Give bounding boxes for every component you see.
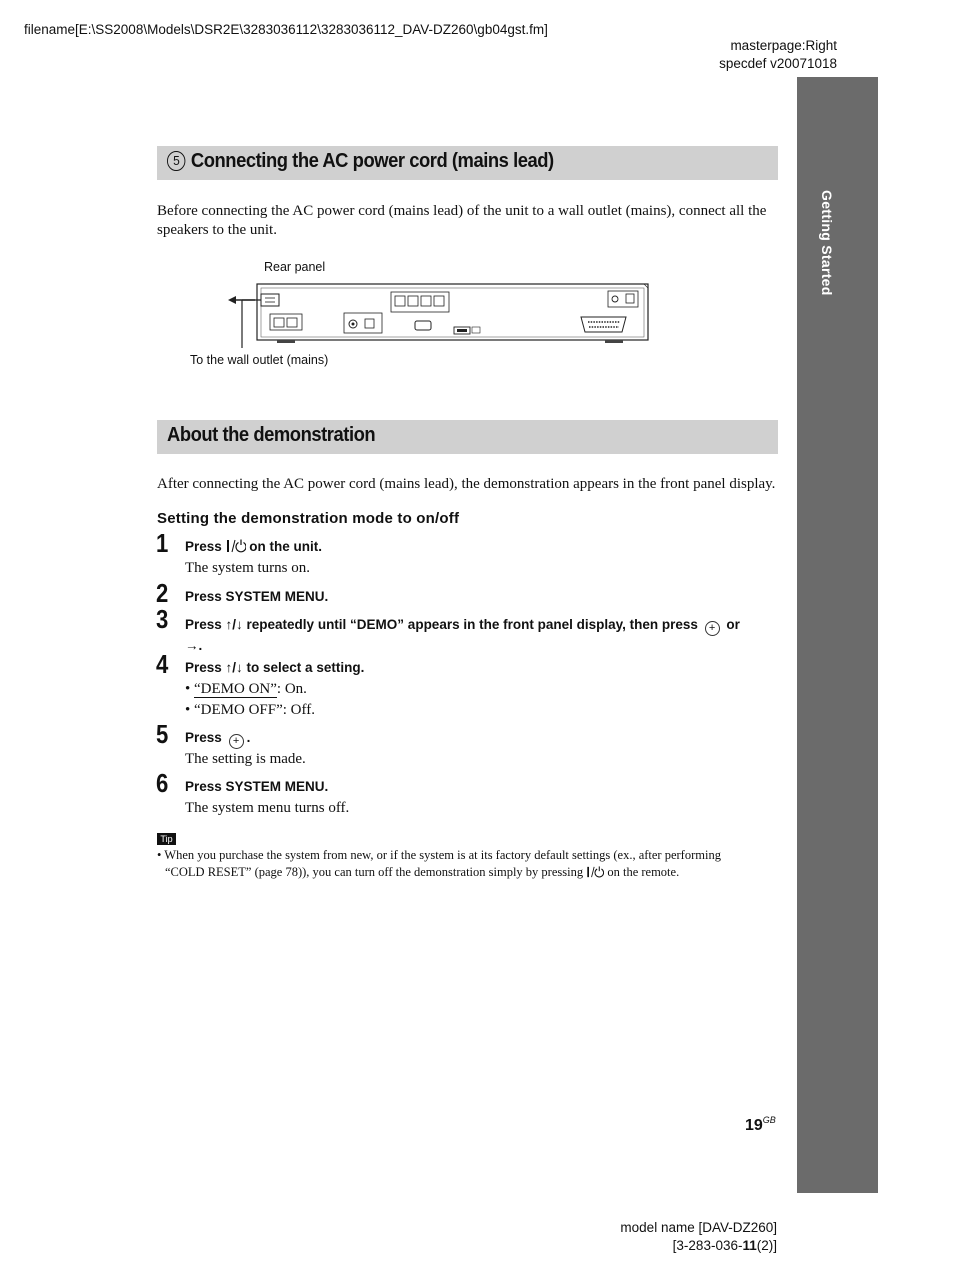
- list-item: • “DEMO ON”: On.: [185, 681, 307, 697]
- power-icon: [226, 539, 246, 556]
- enter-button-icon: +: [229, 734, 244, 749]
- list-item: • “DEMO OFF”: Off.: [185, 702, 315, 718]
- model-name: model name [DAV-DZ260]: [620, 1220, 777, 1235]
- part-number-prefix: [3-283-036-: [672, 1238, 743, 1253]
- step-number: 3: [156, 604, 168, 634]
- side-tab: [797, 77, 878, 1193]
- part-number-suffix: (2)]: [756, 1238, 777, 1253]
- step-number: 2: [156, 578, 168, 608]
- step-title-text: Press: [185, 539, 226, 554]
- masterpage-header: [719, 37, 837, 73]
- filename-header: filename[E:\SS2008\Models\DSR2E\3283036112\3283036112_DAV-DZ260\gb04gst.fm]: [24, 22, 548, 37]
- step-body: The system menu turns off.: [185, 800, 350, 816]
- model-name-footer: [620, 1219, 777, 1255]
- step-title: Press ↑/↓ to select a setting.: [185, 660, 365, 675]
- step-title-text: Press ↑/↓ repeatedly until “DEMO” appears in the front panel display, then press: [185, 617, 698, 632]
- section-intro-text: After connecting the AC power cord (mains lead), the demonstration appears in the front panel display.: [157, 476, 776, 492]
- step-title-text: .: [246, 730, 251, 745]
- step-body: The system turns on.: [185, 560, 310, 576]
- tip-badge: Tip: [157, 833, 176, 845]
- page-number-value: 19: [745, 1117, 763, 1134]
- step-title-text: →.: [185, 638, 203, 653]
- step-title-text: Press: [185, 730, 222, 745]
- step-number: 1: [156, 528, 168, 558]
- rear-panel-label: Rear panel: [264, 260, 326, 274]
- power-icon: [586, 866, 604, 883]
- wall-outlet-label: To the wall outlet (mains): [190, 353, 329, 367]
- subheading: Setting the demonstration mode to on/off: [157, 510, 460, 527]
- step-number: 6: [156, 768, 168, 798]
- setting-option: “DEMO ON”: [194, 681, 277, 697]
- step-title: [185, 539, 322, 556]
- tip-text: [157, 847, 787, 883]
- rear-panel-illustration: [225, 278, 655, 350]
- section-heading: [167, 150, 554, 173]
- tip-line-text: “COLD RESET” (page 78)), you can turn off the demonstration simply by pressing: [165, 865, 584, 879]
- masterpage-label: masterpage:Right: [730, 38, 837, 53]
- step-title: Press SYSTEM MENU.: [185, 589, 329, 604]
- tip-line: • When you purchase the system from new, or if the system is at its factory default settings (ex., after performing: [157, 848, 721, 862]
- page-number-suffix: GB: [762, 1115, 776, 1125]
- part-number: [620, 1237, 777, 1255]
- tip-line: [157, 864, 787, 883]
- part-number-revision: 11: [742, 1238, 757, 1253]
- page-number: [745, 1115, 776, 1135]
- setting-description: : Off.: [282, 702, 315, 718]
- tip-line-text: on the remote.: [607, 865, 680, 879]
- section-heading-bar: [157, 420, 778, 454]
- step-title: [185, 730, 250, 749]
- side-tab-label: Getting Started: [819, 190, 835, 296]
- setting-option: “DEMO OFF”: [194, 702, 283, 718]
- section-heading-bar: [157, 146, 778, 180]
- specdef-label: specdef v20071018: [719, 56, 837, 71]
- step-title: Press SYSTEM MENU.: [185, 779, 329, 794]
- enter-button-icon: +: [705, 621, 720, 636]
- setting-description: : On.: [276, 681, 307, 697]
- section-title: Connecting the AC power cord (mains lead): [190, 150, 554, 172]
- step-number: 4: [156, 649, 168, 679]
- step-number: 5: [156, 719, 168, 749]
- step-title-text: or: [726, 617, 740, 632]
- section-number-badge: 5: [167, 151, 185, 171]
- step-title-text: on the unit.: [245, 539, 323, 554]
- section-intro-text: Before connecting the AC power cord (mains lead) of the unit to a wall outlet (mains), connect all the speakers to the unit.: [157, 203, 767, 238]
- section-heading: About the demonstration: [167, 424, 376, 446]
- step-body: The setting is made.: [185, 751, 306, 767]
- step-title: [185, 615, 785, 656]
